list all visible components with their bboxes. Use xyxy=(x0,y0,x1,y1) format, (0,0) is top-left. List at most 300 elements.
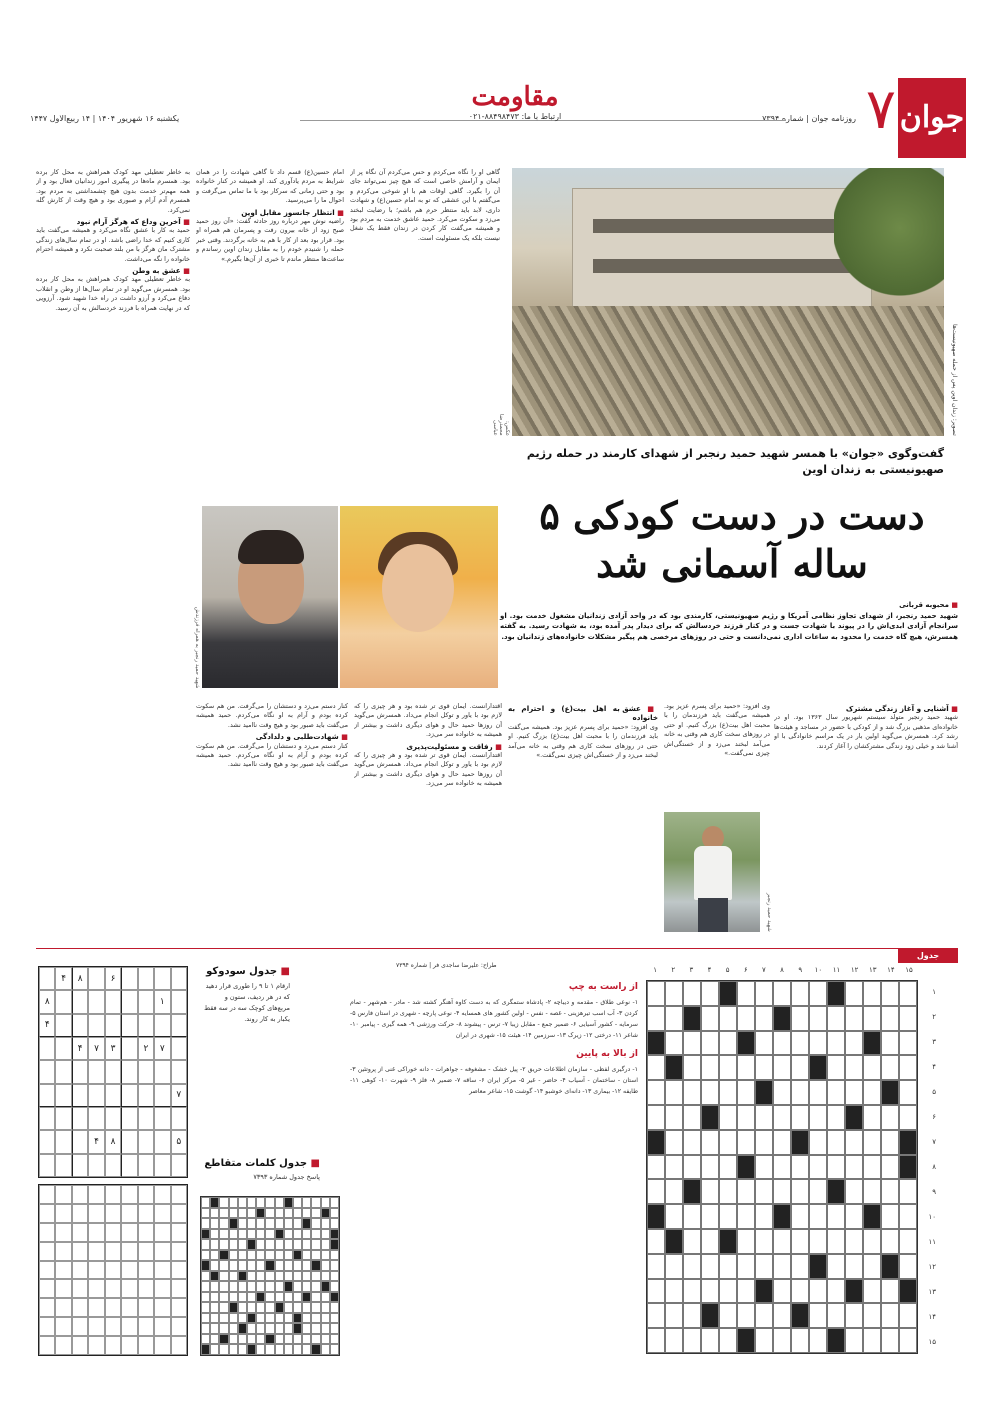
sudoku-cell[interactable] xyxy=(138,1014,154,1037)
crossword-cell[interactable] xyxy=(863,1130,881,1155)
crossword-cell[interactable] xyxy=(719,1080,737,1105)
crossword-cell[interactable] xyxy=(773,1155,791,1180)
crossword-cell[interactable] xyxy=(647,1155,665,1180)
crossword-cell[interactable] xyxy=(881,1130,899,1155)
crossword-cell[interactable] xyxy=(899,1229,917,1254)
crossword-cell[interactable] xyxy=(845,1204,863,1229)
answer-crossword-cell xyxy=(284,1208,293,1219)
crossword-cell[interactable] xyxy=(863,1229,881,1254)
crossword-cell[interactable] xyxy=(719,1105,737,1130)
sudoku-cell[interactable] xyxy=(138,967,154,990)
answer-crossword-cell xyxy=(210,1313,219,1324)
crossword-cell[interactable] xyxy=(863,1055,881,1080)
sudoku-cell[interactable] xyxy=(39,1084,55,1107)
crossword-cell[interactable] xyxy=(863,1155,881,1180)
crossword-cell[interactable] xyxy=(863,1080,881,1105)
crossword-cell[interactable] xyxy=(791,1328,809,1353)
crossword-cell[interactable] xyxy=(683,1080,701,1105)
crossword-cell[interactable] xyxy=(809,1031,827,1056)
sudoku-cell[interactable] xyxy=(171,1037,187,1060)
crossword-cell[interactable] xyxy=(773,1229,791,1254)
sudoku-cell[interactable] xyxy=(39,1037,55,1060)
article-column xyxy=(36,168,190,868)
sudoku-cell[interactable] xyxy=(138,990,154,1013)
crossword-cell[interactable] xyxy=(773,1055,791,1080)
sudoku-cell[interactable] xyxy=(121,1154,137,1177)
crossword-cell[interactable] xyxy=(755,1130,773,1155)
crossword-cell[interactable] xyxy=(665,1179,683,1204)
sudoku-cell[interactable] xyxy=(171,967,187,990)
sudoku-cell[interactable] xyxy=(105,1154,121,1177)
answer-crossword-cell xyxy=(201,1323,210,1334)
sudoku-cell[interactable] xyxy=(88,1154,104,1177)
crossword-cell[interactable] xyxy=(665,1130,683,1155)
sudoku-cell[interactable] xyxy=(55,990,71,1013)
crossword-cell[interactable] xyxy=(683,1279,701,1304)
crossword-cell[interactable] xyxy=(827,1080,845,1105)
crossword-cell[interactable] xyxy=(809,1080,827,1105)
sudoku-cell[interactable] xyxy=(55,1154,71,1177)
crossword-cell[interactable] xyxy=(647,1303,665,1328)
crossword-cell[interactable] xyxy=(755,1254,773,1279)
sudoku-cell[interactable] xyxy=(88,1084,104,1107)
crossword-cell[interactable] xyxy=(683,1155,701,1180)
crossword-cell[interactable] xyxy=(791,1006,809,1031)
answer-crossword-cell xyxy=(238,1250,247,1261)
crossword-cell[interactable] xyxy=(863,1254,881,1279)
crossword-cell[interactable] xyxy=(881,1303,899,1328)
crossword-cell[interactable] xyxy=(755,1179,773,1204)
crossword-cell[interactable] xyxy=(737,981,755,1006)
crossword-cell[interactable] xyxy=(899,981,917,1006)
crossword-cell[interactable] xyxy=(791,1105,809,1130)
sudoku-cell[interactable] xyxy=(55,1060,71,1083)
sudoku-cell[interactable] xyxy=(171,1060,187,1083)
crossword-cell[interactable] xyxy=(773,1303,791,1328)
crossword-cell[interactable] xyxy=(809,1155,827,1180)
sudoku-cell[interactable] xyxy=(55,1037,71,1060)
crossword-cell[interactable] xyxy=(773,1130,791,1155)
crossword-cell[interactable] xyxy=(899,1055,917,1080)
crossword-cell[interactable] xyxy=(791,981,809,1006)
crossword-cell[interactable] xyxy=(899,1006,917,1031)
crossword-cell[interactable] xyxy=(665,1031,683,1056)
answer-sudoku-cell xyxy=(121,1223,137,1242)
crossword-cell[interactable] xyxy=(737,1254,755,1279)
crossword-cell[interactable] xyxy=(845,1006,863,1031)
sudoku-cell[interactable] xyxy=(154,1154,170,1177)
crossword-cell[interactable] xyxy=(881,1204,899,1229)
sudoku-cell[interactable] xyxy=(105,1014,121,1037)
crossword-cell[interactable] xyxy=(899,1031,917,1056)
sudoku-cell[interactable] xyxy=(88,1060,104,1083)
crossword-cell[interactable] xyxy=(845,1055,863,1080)
crossword-cell[interactable] xyxy=(737,1179,755,1204)
crossword-cell[interactable] xyxy=(791,1155,809,1180)
crossword-cell[interactable] xyxy=(701,1179,719,1204)
crossword-cell[interactable] xyxy=(809,1303,827,1328)
sudoku-cell[interactable] xyxy=(154,1084,170,1107)
sudoku-cell[interactable] xyxy=(88,967,104,990)
crossword-cell[interactable] xyxy=(701,1080,719,1105)
answer-crossword-cell xyxy=(284,1313,293,1324)
sudoku-cell[interactable] xyxy=(72,1130,88,1153)
crossword-cell[interactable] xyxy=(647,1055,665,1080)
crossword-cell[interactable] xyxy=(755,1006,773,1031)
crossword-cell[interactable] xyxy=(701,1204,719,1229)
crossword-cell[interactable] xyxy=(647,1080,665,1105)
crossword-cell[interactable] xyxy=(701,981,719,1006)
crossword-cell[interactable] xyxy=(827,1006,845,1031)
crossword-cell[interactable] xyxy=(845,1229,863,1254)
crossword-cell[interactable] xyxy=(755,1055,773,1080)
crossword-cell[interactable] xyxy=(773,1080,791,1105)
sudoku-cell[interactable] xyxy=(138,1084,154,1107)
sudoku-cell[interactable] xyxy=(39,1060,55,1083)
crossword-cell[interactable] xyxy=(701,1130,719,1155)
sudoku-cell[interactable] xyxy=(72,1107,88,1130)
crossword-cell[interactable] xyxy=(863,1105,881,1130)
crossword-cell[interactable] xyxy=(845,1303,863,1328)
answer-crossword-cell xyxy=(321,1281,330,1292)
sudoku-cell[interactable] xyxy=(171,990,187,1013)
crossword-cell[interactable] xyxy=(683,1055,701,1080)
crossword-cell[interactable] xyxy=(719,1155,737,1180)
crossword-cell[interactable] xyxy=(755,1105,773,1130)
crossword-cell[interactable] xyxy=(773,1179,791,1204)
crossword-cell[interactable] xyxy=(791,1179,809,1204)
answer-crossword-cell xyxy=(238,1302,247,1313)
crossword-cell[interactable] xyxy=(683,1031,701,1056)
crossword-cell[interactable] xyxy=(809,1006,827,1031)
sudoku-cell[interactable] xyxy=(72,1084,88,1107)
sudoku-cell[interactable] xyxy=(39,967,55,990)
crossword-cell[interactable] xyxy=(665,1279,683,1304)
crossword-cell[interactable] xyxy=(701,1155,719,1180)
crossword-cell[interactable] xyxy=(755,1229,773,1254)
crossword-cell[interactable] xyxy=(791,1055,809,1080)
crossword-cell[interactable] xyxy=(647,981,665,1006)
answer-sudoku-cell xyxy=(138,1185,154,1204)
crossword-cell[interactable] xyxy=(845,1130,863,1155)
answer-crossword-cell xyxy=(275,1323,284,1334)
sudoku-cell[interactable] xyxy=(105,1084,121,1107)
crossword-cell[interactable] xyxy=(899,1303,917,1328)
crossword-cell[interactable] xyxy=(647,1006,665,1031)
crossword-cell[interactable] xyxy=(899,1328,917,1353)
crossword-cell[interactable] xyxy=(755,1204,773,1229)
sudoku-cell[interactable] xyxy=(121,1084,137,1107)
crossword-cell[interactable] xyxy=(683,1105,701,1130)
crossword-cell[interactable] xyxy=(809,1328,827,1353)
crossword-cell[interactable] xyxy=(845,1155,863,1180)
crossword-cell[interactable] xyxy=(665,981,683,1006)
crossword-cell[interactable] xyxy=(683,1328,701,1353)
crossword-cell[interactable] xyxy=(881,1155,899,1180)
sudoku-cell[interactable] xyxy=(121,1107,137,1130)
crossword-cell[interactable] xyxy=(683,1130,701,1155)
sudoku-cell[interactable] xyxy=(121,990,137,1013)
crossword-cell[interactable] xyxy=(881,1279,899,1304)
crossword-cell[interactable] xyxy=(899,1254,917,1279)
crossword-cell[interactable] xyxy=(827,1229,845,1254)
crossword-cell[interactable] xyxy=(845,1179,863,1204)
crossword-col-number: ۱۱ xyxy=(832,966,841,974)
answer-sudoku-cell xyxy=(171,1298,187,1317)
sudoku-cell[interactable] xyxy=(121,1130,137,1153)
sudoku-cell[interactable] xyxy=(39,1154,55,1177)
sudoku-cell[interactable] xyxy=(55,1130,71,1153)
crossword-cell xyxy=(899,1130,917,1155)
crossword-cell[interactable] xyxy=(791,1031,809,1056)
sudoku-cell[interactable] xyxy=(72,1060,88,1083)
crossword-cell[interactable] xyxy=(737,1204,755,1229)
crossword-cell[interactable] xyxy=(827,1130,845,1155)
crossword-cell[interactable] xyxy=(809,1204,827,1229)
crossword-cell[interactable] xyxy=(773,1254,791,1279)
crossword-cell[interactable] xyxy=(683,1229,701,1254)
crossword-cell[interactable] xyxy=(845,1080,863,1105)
answer-crossword-cell xyxy=(238,1313,247,1324)
crossword-cell[interactable] xyxy=(683,981,701,1006)
crossword-cell[interactable] xyxy=(791,1080,809,1105)
answer-sudoku-cell xyxy=(171,1279,187,1298)
crossword-cell[interactable] xyxy=(701,1229,719,1254)
crossword-cell[interactable] xyxy=(737,1055,755,1080)
crossword-cell[interactable] xyxy=(719,1279,737,1304)
sudoku-cell[interactable] xyxy=(171,1014,187,1037)
sudoku-cell[interactable] xyxy=(88,1014,104,1037)
crossword-cell[interactable] xyxy=(827,1105,845,1130)
crossword-cell[interactable] xyxy=(701,1006,719,1031)
crossword-cell[interactable] xyxy=(737,1279,755,1304)
crossword-cell[interactable] xyxy=(665,1204,683,1229)
crossword-cell[interactable] xyxy=(773,1105,791,1130)
crossword-cell[interactable] xyxy=(647,1229,665,1254)
crossword-cell[interactable] xyxy=(827,1303,845,1328)
answer-sudoku-cell xyxy=(72,1279,88,1298)
article-paragraph: وی افزود: «حمید برای پسرم عزیز بود. همیشه می‌گفت باید فرزندمان را با محبت اهل بیت(ع) بزرگ کنیم. او حتی در روزهای سخت کاری هم وقتی به خانه می‌آمد لبخند می‌زد و از خستگی‌اش چیزی نمی‌گفت.» xyxy=(664,702,770,758)
sudoku-cell[interactable] xyxy=(154,967,170,990)
crossword-cell[interactable] xyxy=(647,1328,665,1353)
sudoku-cell[interactable] xyxy=(55,1107,71,1130)
crossword-cell[interactable] xyxy=(755,1303,773,1328)
crossword-cell[interactable] xyxy=(647,1254,665,1279)
crossword-cell[interactable] xyxy=(665,1254,683,1279)
answer-crossword-cell xyxy=(302,1334,311,1345)
crossword-cell[interactable] xyxy=(863,1006,881,1031)
sudoku-cell[interactable] xyxy=(138,1154,154,1177)
crossword-cell[interactable] xyxy=(845,1031,863,1056)
crossword-cell[interactable] xyxy=(845,981,863,1006)
answer-crossword-cell xyxy=(247,1271,256,1282)
crossword-cell[interactable] xyxy=(899,1105,917,1130)
crossword-cell[interactable] xyxy=(899,1204,917,1229)
crossword-cell[interactable] xyxy=(665,1303,683,1328)
answer-crossword-cell xyxy=(330,1260,339,1271)
crossword-cell[interactable] xyxy=(899,1080,917,1105)
crossword-cell[interactable] xyxy=(683,1303,701,1328)
sudoku-cell[interactable] xyxy=(121,1014,137,1037)
crossword-grid[interactable] xyxy=(646,980,918,1354)
sudoku-cell[interactable] xyxy=(39,1130,55,1153)
crossword-cell[interactable] xyxy=(755,1328,773,1353)
crossword-cell[interactable] xyxy=(737,1105,755,1130)
crossword-cell[interactable] xyxy=(737,1130,755,1155)
crossword-cell[interactable] xyxy=(701,1279,719,1304)
crossword-cell xyxy=(899,1155,917,1180)
answer-sudoku-cell xyxy=(171,1204,187,1223)
sudoku-cell[interactable] xyxy=(72,1154,88,1177)
crossword-cell[interactable] xyxy=(701,1055,719,1080)
answer-crossword-cell xyxy=(201,1250,210,1261)
crossword-cell[interactable] xyxy=(881,1031,899,1056)
crossword-cell[interactable] xyxy=(881,1328,899,1353)
sudoku-cell[interactable] xyxy=(105,1060,121,1083)
answer-crossword-cell xyxy=(219,1344,228,1355)
crossword-cell[interactable] xyxy=(863,1303,881,1328)
sudoku-cell[interactable] xyxy=(171,1107,187,1130)
crossword-cell[interactable] xyxy=(863,981,881,1006)
crossword-cell[interactable] xyxy=(881,1229,899,1254)
crossword-cell[interactable] xyxy=(809,1105,827,1130)
sudoku-grid[interactable] xyxy=(38,966,188,1178)
sudoku-cell[interactable] xyxy=(171,1154,187,1177)
crossword-cell[interactable] xyxy=(737,1080,755,1105)
crossword-cell[interactable] xyxy=(773,1279,791,1304)
answer-sudoku-cell xyxy=(39,1223,55,1242)
crossword-cell[interactable] xyxy=(827,1279,845,1304)
crossword-cell[interactable] xyxy=(719,1254,737,1279)
crossword-cell[interactable] xyxy=(665,1080,683,1105)
crossword-cell xyxy=(863,1031,881,1056)
crossword-cell[interactable] xyxy=(719,1303,737,1328)
sudoku-cell[interactable] xyxy=(138,1130,154,1153)
crossword-cell[interactable] xyxy=(665,1006,683,1031)
sudoku-cell[interactable] xyxy=(121,1060,137,1083)
crossword-cell[interactable] xyxy=(809,1229,827,1254)
sudoku-cell[interactable] xyxy=(121,1037,137,1060)
sudoku-cell[interactable] xyxy=(154,1014,170,1037)
crossword-cell[interactable] xyxy=(755,981,773,1006)
sudoku-cell[interactable] xyxy=(154,1060,170,1083)
crossword-cell[interactable] xyxy=(881,1006,899,1031)
sudoku-cell[interactable] xyxy=(105,1107,121,1130)
crossword-cell[interactable] xyxy=(773,981,791,1006)
crossword-cell[interactable] xyxy=(791,1254,809,1279)
crossword-cell[interactable] xyxy=(647,1179,665,1204)
answer-crossword-cell xyxy=(265,1334,274,1345)
answer-sudoku-cell xyxy=(72,1242,88,1261)
answer-crossword-cell xyxy=(321,1260,330,1271)
crossword-cell[interactable] xyxy=(809,981,827,1006)
crossword-cell[interactable] xyxy=(773,1328,791,1353)
crossword-cell[interactable] xyxy=(863,1279,881,1304)
sudoku-cell[interactable] xyxy=(105,990,121,1013)
crossword-cell[interactable] xyxy=(719,1179,737,1204)
crossword-cell[interactable] xyxy=(809,1130,827,1155)
sudoku-cell[interactable] xyxy=(154,1107,170,1130)
crossword-cell[interactable] xyxy=(719,1328,737,1353)
sudoku-cell[interactable] xyxy=(138,1107,154,1130)
sudoku-cell: ۴ xyxy=(39,1014,55,1037)
crossword-cell[interactable] xyxy=(719,1055,737,1080)
sudoku-cell: ۸ xyxy=(72,967,88,990)
crossword-cell[interactable] xyxy=(827,1204,845,1229)
answer-crossword-cell xyxy=(302,1218,311,1229)
crossword-cell[interactable] xyxy=(701,1031,719,1056)
crossword-cell[interactable] xyxy=(719,1006,737,1031)
crossword-cell[interactable] xyxy=(701,1328,719,1353)
crossword-cell[interactable] xyxy=(881,981,899,1006)
crossword-cell[interactable] xyxy=(827,1254,845,1279)
crossword-cell xyxy=(719,981,737,1006)
sudoku-cell[interactable] xyxy=(88,990,104,1013)
crossword-cell[interactable] xyxy=(665,1155,683,1180)
crossword-cell[interactable] xyxy=(863,1179,881,1204)
crossword-cell[interactable] xyxy=(899,1179,917,1204)
sudoku-cell[interactable] xyxy=(121,967,137,990)
crossword-cell[interactable] xyxy=(845,1328,863,1353)
crossword-cell[interactable] xyxy=(773,1031,791,1056)
answer-sudoku-cell xyxy=(55,1223,71,1242)
crossword-cell[interactable] xyxy=(737,1303,755,1328)
crossword-cell[interactable] xyxy=(647,1279,665,1304)
crossword-cell[interactable] xyxy=(719,1204,737,1229)
answer-crossword-cell xyxy=(293,1281,302,1292)
crossword-cell[interactable] xyxy=(719,1130,737,1155)
crossword-cell[interactable] xyxy=(791,1204,809,1229)
answer-sudoku-cell xyxy=(138,1223,154,1242)
crossword-cell[interactable] xyxy=(719,1031,737,1056)
crossword-cell[interactable] xyxy=(755,1031,773,1056)
crossword-cell[interactable] xyxy=(647,1105,665,1130)
crossword-cell[interactable] xyxy=(881,1055,899,1080)
crossword-cell[interactable] xyxy=(701,1254,719,1279)
sudoku-cell[interactable] xyxy=(72,1014,88,1037)
sudoku-cell[interactable] xyxy=(154,1130,170,1153)
crossword-cell[interactable] xyxy=(737,1006,755,1031)
sudoku-cell[interactable] xyxy=(55,1084,71,1107)
crossword-cell[interactable] xyxy=(881,1105,899,1130)
crossword-cell[interactable] xyxy=(683,1204,701,1229)
sudoku-cell[interactable] xyxy=(138,1060,154,1083)
crossword-cell[interactable] xyxy=(791,1279,809,1304)
crossword-cell[interactable] xyxy=(809,1279,827,1304)
crossword-cell[interactable] xyxy=(845,1254,863,1279)
crossword-cell[interactable] xyxy=(665,1105,683,1130)
article-paragraph: به خاطر تعطیلی مهد کودک همراهش به محل کار برده بود. همسرش می‌گوید او در تمام سال‌ها از وطن و انقلاب دفاع می‌کرد و آرزو داشت در راه خدا شهید شود. آرزویی که در نهایت همراه با فرزند خردسالش به آن رسید. xyxy=(36,275,190,312)
crossword-cell[interactable] xyxy=(665,1328,683,1353)
sudoku-cell[interactable] xyxy=(88,1107,104,1130)
crossword-cell[interactable] xyxy=(683,1254,701,1279)
crossword-cell[interactable] xyxy=(827,1155,845,1180)
photo2-caption: شهید حمید رنجبر xyxy=(766,893,772,932)
answer-crossword-cell xyxy=(302,1197,311,1208)
sudoku-cell[interactable] xyxy=(72,990,88,1013)
crossword-cell[interactable] xyxy=(755,1155,773,1180)
crossword-cell[interactable] xyxy=(827,1055,845,1080)
crossword-col-number: ۱۵ xyxy=(905,966,913,974)
crossword-cell[interactable] xyxy=(827,1031,845,1056)
sudoku-cell[interactable] xyxy=(39,1107,55,1130)
crossword-cell[interactable] xyxy=(791,1229,809,1254)
crossword-cell[interactable] xyxy=(737,1229,755,1254)
crossword-cell[interactable] xyxy=(863,1328,881,1353)
crossword-cell[interactable] xyxy=(809,1179,827,1204)
crossword-cell[interactable] xyxy=(881,1179,899,1204)
sudoku-cell[interactable] xyxy=(55,1014,71,1037)
